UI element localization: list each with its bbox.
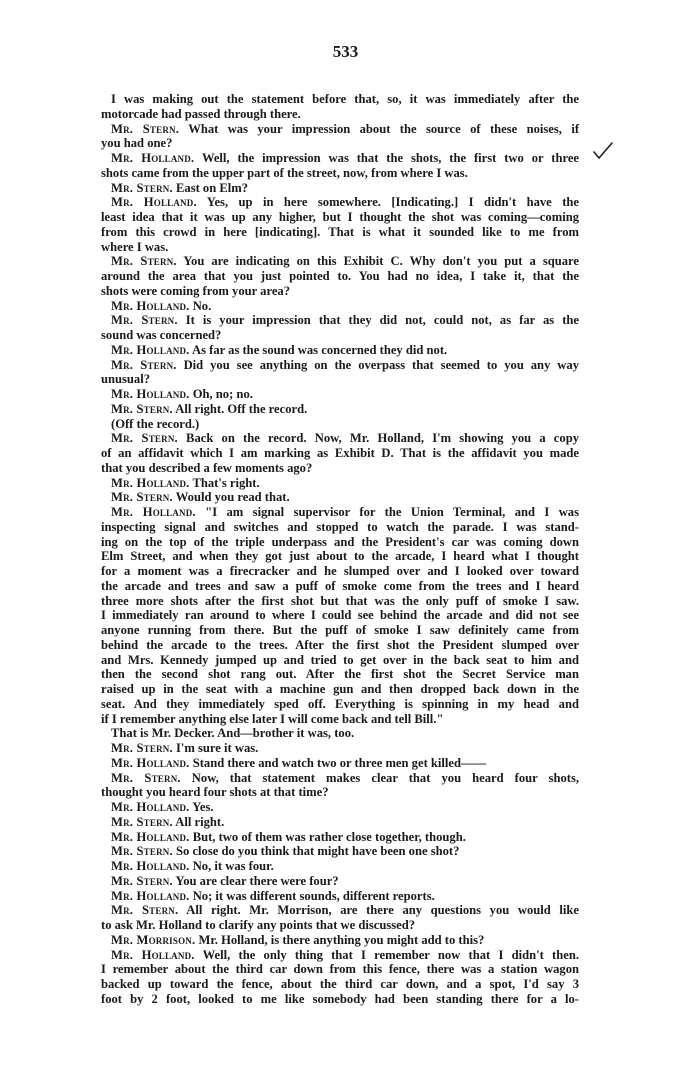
text-line bbox=[101, 210, 579, 225]
line-text: I remember about the third car down from this fence, there was a station wagon bbox=[101, 962, 579, 977]
line-text: No. bbox=[189, 298, 212, 313]
text-line bbox=[101, 667, 579, 682]
text-line bbox=[101, 299, 579, 314]
text-line bbox=[101, 741, 579, 756]
line-text: around the area that you just pointed to. You had no idea, I take it, that the bbox=[101, 269, 579, 283]
text-line bbox=[101, 417, 579, 432]
text-line bbox=[101, 107, 579, 122]
line-text: seat. And they immediately sped off. Everything is spinning in my head and bbox=[101, 696, 579, 711]
text-line bbox=[101, 136, 579, 151]
text-line bbox=[101, 564, 579, 579]
line-text: You are clear there were four? bbox=[172, 873, 339, 888]
text-line bbox=[101, 446, 579, 461]
text-line bbox=[101, 92, 579, 107]
line-text: You are indicating on this Exhibit C. Why don't you put a square bbox=[176, 254, 579, 269]
text-line bbox=[101, 785, 579, 800]
text-line bbox=[101, 195, 579, 210]
text-line bbox=[101, 697, 579, 712]
text-line bbox=[101, 638, 579, 653]
page-number: 533 bbox=[332, 42, 359, 61]
speaker-name: Mr. Holland. bbox=[111, 800, 190, 814]
line-text: Yes. bbox=[189, 800, 214, 814]
speaker-name: Mr. Stern. bbox=[111, 357, 177, 372]
line-text: So close do you think that might have been one shot? bbox=[172, 844, 460, 859]
text-line bbox=[101, 948, 579, 963]
line-text: anyone running from there. But the puff of smoke I saw definitely came from bbox=[101, 623, 579, 637]
text-line bbox=[101, 918, 579, 933]
line-text: of an affidavit which I am marking as Exhibit D. That is the affidavit you made bbox=[101, 446, 579, 460]
line-text: Well, the impression was that the shots, the first two or three bbox=[194, 151, 579, 165]
line-text: if I remember anything else later I will come back and tell Bill." bbox=[101, 711, 444, 726]
speaker-name: Mr. Stern. bbox=[111, 431, 178, 446]
text-line bbox=[101, 903, 579, 918]
speaker-name: Mr. Stern. bbox=[111, 180, 173, 195]
speaker-name: Mr. Holland. bbox=[111, 505, 196, 519]
text-line bbox=[101, 461, 579, 476]
line-text: inspecting signal and switches and stopped to watch the parade. I was stand- bbox=[101, 519, 579, 534]
line-text: least idea that it was up any higher, but I thought the shot was coming—coming bbox=[101, 210, 579, 224]
line-text: where I was. bbox=[101, 239, 169, 254]
text-line bbox=[101, 756, 579, 771]
text-line bbox=[101, 328, 579, 343]
text-line bbox=[101, 726, 579, 741]
line-text: All right. Off the record. bbox=[172, 401, 308, 416]
line-text: motorcade had passed through there. bbox=[101, 106, 301, 121]
line-text: That is Mr. Decker. And—brother it was, too. bbox=[111, 726, 355, 741]
text-line bbox=[101, 830, 579, 845]
line-text: to ask Mr. Holland to clarify any points that we discussed? bbox=[101, 918, 416, 932]
speaker-name: Mr. Stern. bbox=[111, 741, 173, 755]
text-line bbox=[101, 815, 579, 830]
text-line bbox=[101, 712, 579, 727]
line-text: Oh, no; no. bbox=[189, 387, 253, 401]
text-line bbox=[101, 889, 579, 904]
line-text: raised up in the seat with a machine gun and then dropped back down in the bbox=[101, 682, 579, 696]
handwritten-check-mark-icon bbox=[592, 140, 614, 162]
speaker-name: Mr. Stern. bbox=[111, 770, 181, 785]
text-line bbox=[101, 874, 579, 889]
line-text: foot by 2 foot, looked to me like somebody had been standing there for a lo- bbox=[101, 991, 579, 1006]
line-text: But, two of them was rather close together, though. bbox=[189, 829, 466, 844]
speaker-name: Mr. Holland. bbox=[111, 947, 195, 962]
speaker-name: Mr. Holland. bbox=[111, 387, 190, 401]
line-text: thought you heard four shots at that time? bbox=[101, 785, 329, 800]
speaker-name: Mr. Stern. bbox=[111, 873, 173, 888]
speaker-name: Mr. Stern. bbox=[111, 121, 180, 136]
text-line bbox=[101, 372, 579, 387]
text-line bbox=[101, 608, 579, 623]
line-text: Elm Street, and when they got just about to the arcade, I heard what I thought bbox=[101, 549, 579, 564]
speaker-name: Mr. Holland. bbox=[111, 859, 190, 873]
line-text: All right. Mr. Morrison, are there any questions you would like bbox=[178, 903, 579, 918]
text-line bbox=[101, 771, 579, 786]
line-text: As far as the sound was concerned they did not. bbox=[189, 342, 448, 357]
line-text: That's right. bbox=[189, 475, 260, 490]
speaker-name: Mr. Stern. bbox=[111, 313, 178, 328]
text-line bbox=[101, 520, 579, 535]
line-text: behind the arcade to the trees. After the first shot the President slumped over bbox=[101, 637, 579, 652]
line-text: that you described a few moments ago? bbox=[101, 460, 313, 475]
line-text: then the second shot rang out. After the first shot the Secret Service man bbox=[101, 667, 579, 682]
line-text: It is your impression that they did not, could not, as far as the bbox=[177, 313, 580, 328]
text-line bbox=[101, 682, 579, 697]
speaker-name: Mr. Stern. bbox=[111, 903, 179, 918]
speaker-name: Mr. Stern. bbox=[111, 490, 173, 505]
line-text: unusual? bbox=[101, 372, 151, 387]
text-line bbox=[101, 151, 579, 166]
line-text: you had one? bbox=[101, 136, 173, 151]
line-text: the arcade and trees and saw a puff of smoke come from the trees and I heard bbox=[101, 578, 579, 593]
text-line bbox=[101, 977, 579, 992]
line-text: Yes, up in here somewhere. [Indicating.] I didn't have the bbox=[196, 195, 579, 210]
text-line bbox=[101, 402, 579, 417]
text-line bbox=[101, 181, 579, 196]
testimony-text bbox=[101, 92, 579, 1007]
text-line bbox=[101, 269, 579, 284]
text-line bbox=[101, 933, 579, 948]
line-text: sound was concerned? bbox=[101, 328, 222, 342]
line-text: I was making out the statement before that, so, it was immediately after the bbox=[111, 92, 579, 106]
line-text: I'm sure it was. bbox=[172, 741, 259, 755]
speaker-name: Mr. Holland. bbox=[111, 829, 190, 844]
text-line bbox=[101, 490, 579, 505]
text-line bbox=[101, 431, 579, 446]
text-line bbox=[101, 254, 579, 269]
text-line bbox=[101, 225, 579, 240]
line-text: three more shots after the first shot but that was the only puff of smoke I saw. bbox=[101, 593, 579, 608]
text-line bbox=[101, 859, 579, 874]
speaker-name: Mr. Holland. bbox=[111, 298, 190, 313]
text-line bbox=[101, 992, 579, 1007]
line-text: backed up toward the fence, about the third car down, and a spot, I'd say 3 bbox=[101, 977, 579, 991]
line-text: shots were coming from your area? bbox=[101, 283, 290, 298]
text-line bbox=[101, 844, 579, 859]
line-text: (Off the record.) bbox=[111, 416, 200, 431]
line-text: Stand there and watch two or three men get killed—— bbox=[189, 755, 487, 770]
line-text: "I am signal supervisor for the Union Terminal, and I was bbox=[195, 505, 579, 519]
line-text: from this crowd in here [indicating]. That is what it sounded like to me from bbox=[101, 224, 579, 239]
speaker-name: Mr. Morrison. bbox=[111, 932, 196, 947]
speaker-name: Mr. Holland. bbox=[111, 195, 197, 210]
line-text: and Mrs. Kennedy jumped up and tried to get over in the back seat to him and bbox=[101, 652, 579, 667]
line-text: Did you see anything on the overpass that seemed to you any way bbox=[176, 357, 579, 372]
text-line bbox=[101, 505, 579, 520]
text-line bbox=[101, 240, 579, 255]
line-text: Would you read that. bbox=[172, 490, 290, 505]
text-line bbox=[101, 623, 579, 638]
speaker-name: Mr. Stern. bbox=[111, 814, 173, 829]
line-text: shots came from the upper part of the street, now, from where I was. bbox=[101, 165, 468, 180]
text-line bbox=[101, 476, 579, 491]
text-line bbox=[101, 313, 579, 328]
line-text: No; it was different sounds, different reports. bbox=[189, 888, 435, 903]
speaker-name: Mr. Stern. bbox=[111, 844, 173, 859]
line-text: Mr. Holland, is there anything you might add to this? bbox=[195, 932, 485, 947]
speaker-name: Mr. Holland. bbox=[111, 475, 190, 490]
text-line bbox=[101, 122, 579, 137]
line-text: No, it was four. bbox=[189, 859, 274, 873]
text-line bbox=[101, 653, 579, 668]
text-line bbox=[101, 358, 579, 373]
text-line bbox=[101, 579, 579, 594]
text-line bbox=[101, 962, 579, 977]
speaker-name: Mr. Stern. bbox=[111, 401, 173, 416]
text-line bbox=[101, 535, 579, 550]
line-text: What was your impression about the source of these noises, if bbox=[179, 121, 580, 136]
line-text: for a moment was a firecracker and he slumped over and I looked over toward bbox=[101, 564, 579, 578]
text-line bbox=[101, 284, 579, 299]
speaker-name: Mr. Holland. bbox=[111, 755, 190, 770]
speaker-name: Mr. Holland. bbox=[111, 888, 190, 903]
speaker-name: Mr. Stern. bbox=[111, 254, 177, 269]
line-text: I immediately ran around to where I could see behind the arcade and did not see bbox=[101, 608, 579, 623]
line-text: Well, the only thing that I remember now that I didn't then. bbox=[194, 947, 579, 962]
text-line bbox=[101, 387, 579, 402]
line-text: All right. bbox=[172, 814, 225, 829]
line-text: ing on the top of the triple underpass and the President's car was coming down bbox=[101, 534, 579, 549]
text-line bbox=[101, 166, 579, 181]
text-line bbox=[101, 800, 579, 815]
line-text: Now, that statement makes clear that you heard four shots, bbox=[180, 770, 579, 785]
line-text: East on Elm? bbox=[172, 180, 249, 195]
speaker-name: Mr. Holland. bbox=[111, 151, 195, 165]
text-line bbox=[101, 343, 579, 358]
line-text: Back on the record. Now, Mr. Holland, I'm showing you a copy bbox=[177, 431, 579, 446]
text-line bbox=[101, 594, 579, 609]
speaker-name: Mr. Holland. bbox=[111, 342, 190, 357]
text-line bbox=[101, 549, 579, 564]
